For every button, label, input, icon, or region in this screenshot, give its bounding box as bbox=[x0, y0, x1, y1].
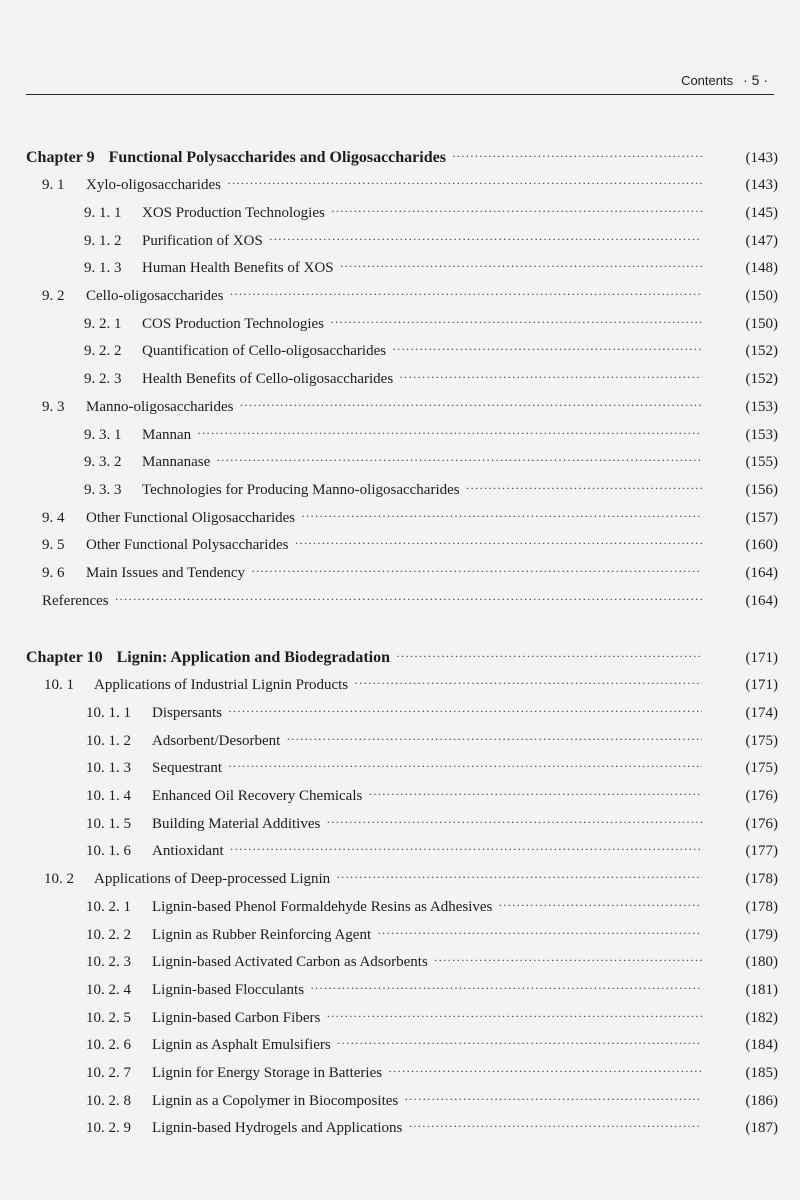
chapter-page-number: (171) bbox=[745, 649, 778, 666]
dot-leader bbox=[336, 870, 702, 885]
entry-title: COS Production Technologies bbox=[142, 315, 324, 332]
entry-number: 9. 4 bbox=[42, 509, 65, 526]
entry-number: 10. 1. 1 bbox=[86, 704, 131, 721]
entry-page-number: (155) bbox=[745, 454, 778, 471]
toc-subsection[interactable] bbox=[26, 924, 778, 946]
entry-title: Main Issues and Tendency bbox=[86, 565, 246, 581]
dot-leader bbox=[301, 509, 702, 524]
entry-title: Xylo-oligosaccharides bbox=[86, 177, 221, 194]
toc-subsection[interactable] bbox=[26, 369, 778, 391]
entry-title: Manno-oligosaccharides bbox=[86, 398, 234, 415]
dot-leader bbox=[294, 536, 702, 551]
entry-number: 10. 2. 6 bbox=[86, 1037, 131, 1054]
entry-title: Lignin as a Copolymer in Biocomposites bbox=[152, 1092, 399, 1109]
entry-title: Purification of XOS bbox=[142, 232, 263, 249]
entry-number: 9. 6 bbox=[42, 565, 65, 581]
entry-title: Applications of Deep-processed Lignin bbox=[94, 871, 331, 888]
chapter-title: Lignin: Application and Biodegradation bbox=[116, 649, 390, 666]
chapter-number: Chapter 9 bbox=[26, 149, 95, 166]
entry-title: XOS Production Technologies bbox=[142, 204, 325, 221]
dot-leader bbox=[331, 204, 702, 219]
entry-number: 9. 1. 3 bbox=[84, 260, 122, 277]
dot-leader bbox=[228, 759, 702, 774]
toc-subsection[interactable] bbox=[26, 813, 778, 835]
header-page-number: · 5 · bbox=[743, 72, 768, 88]
entry-page-number: (179) bbox=[745, 926, 778, 943]
dot-leader bbox=[326, 815, 702, 830]
dot-leader bbox=[399, 370, 702, 385]
dot-leader bbox=[251, 564, 702, 579]
entry-page-number: (175) bbox=[745, 760, 778, 777]
entry-number: 10. 1. 5 bbox=[86, 815, 131, 832]
chapter-heading[interactable] bbox=[26, 647, 778, 669]
entry-number: 10. 1. 3 bbox=[86, 760, 131, 777]
dot-leader bbox=[326, 1009, 702, 1024]
dot-leader bbox=[396, 649, 702, 664]
entry-title: Sequestrant bbox=[152, 760, 222, 777]
toc-subsection[interactable] bbox=[26, 1090, 778, 1112]
entry-title: Health Benefits of Cello-oligosaccharides bbox=[142, 371, 394, 388]
toc-subsection[interactable] bbox=[26, 424, 778, 446]
entry-number: 9. 2. 1 bbox=[84, 315, 122, 332]
dot-leader bbox=[340, 259, 702, 274]
toc-subsection[interactable] bbox=[26, 841, 778, 863]
dot-leader bbox=[408, 1119, 702, 1134]
dot-leader bbox=[239, 398, 702, 413]
entry-title: Technologies for Producing Manno-oligosaccharides bbox=[142, 481, 460, 498]
toc-subsection[interactable] bbox=[26, 313, 778, 335]
dot-leader bbox=[498, 898, 702, 913]
entry-page-number: (147) bbox=[745, 232, 778, 249]
entry-page-number: (152) bbox=[745, 343, 778, 360]
entry-page-number: (177) bbox=[745, 843, 778, 860]
dot-leader bbox=[337, 1036, 702, 1051]
entry-title: Mannanase bbox=[142, 454, 211, 471]
dot-leader bbox=[216, 453, 702, 468]
entry-page-number: (164) bbox=[745, 592, 778, 609]
toc-subsection[interactable] bbox=[26, 730, 778, 752]
dot-leader bbox=[392, 342, 702, 357]
entry-page-number: (184) bbox=[745, 1037, 778, 1054]
toc-subsection[interactable] bbox=[26, 1007, 778, 1029]
toc-subsection[interactable] bbox=[26, 786, 778, 808]
entry-title: Building Material Additives bbox=[152, 815, 321, 832]
dot-leader bbox=[434, 953, 702, 968]
chapter-heading[interactable] bbox=[26, 147, 778, 169]
dot-leader bbox=[197, 426, 702, 441]
entry-title: Lignin-based Phenol Formaldehyde Resins as Adhesives bbox=[152, 898, 493, 915]
entry-number: 10. 2. 3 bbox=[86, 954, 131, 971]
entry-title: Lignin-based Flocculants bbox=[152, 981, 305, 998]
toc-subsection[interactable] bbox=[26, 1063, 778, 1085]
entry-title: Human Health Benefits of XOS bbox=[142, 260, 334, 277]
toc-subsection[interactable] bbox=[26, 758, 778, 780]
toc-section[interactable] bbox=[26, 175, 778, 197]
entry-number: 9. 5 bbox=[42, 537, 65, 554]
entry-title: Lignin-based Carbon Fibers bbox=[152, 1009, 321, 1026]
entry-number: 10. 1 bbox=[44, 677, 74, 694]
entry-page-number: (178) bbox=[745, 871, 778, 888]
entry-title: Other Functional Polysaccharides bbox=[86, 537, 289, 554]
entry-title: Lignin as Rubber Reinforcing Agent bbox=[152, 926, 372, 943]
dot-leader bbox=[229, 287, 702, 302]
entry-page-number: (180) bbox=[745, 954, 778, 971]
dot-leader bbox=[388, 1064, 702, 1079]
entry-title: Adsorbent/Desorbent bbox=[152, 732, 281, 749]
entry-number: 9. 3. 1 bbox=[84, 426, 122, 443]
toc-subsection[interactable] bbox=[26, 452, 778, 474]
entry-title: Cello-oligosaccharides bbox=[86, 288, 224, 304]
dot-leader bbox=[354, 676, 702, 691]
dot-leader bbox=[452, 149, 702, 164]
entry-page-number: (178) bbox=[745, 898, 778, 915]
toc-section[interactable] bbox=[26, 396, 778, 418]
dot-leader bbox=[330, 315, 702, 330]
entry-title: Other Functional Oligosaccharides bbox=[86, 509, 296, 526]
toc-subsection[interactable] bbox=[26, 1118, 778, 1140]
chapter-page-number: (143) bbox=[745, 149, 778, 166]
page-header bbox=[26, 66, 774, 95]
chapter-number: Chapter 10 bbox=[26, 649, 103, 666]
entry-title: Mannan bbox=[142, 426, 192, 443]
toc-subsection[interactable] bbox=[26, 341, 778, 363]
toc-subsection[interactable] bbox=[26, 258, 778, 280]
entry-page-number: (157) bbox=[745, 509, 778, 526]
dot-leader bbox=[368, 787, 702, 802]
entry-page-number: (156) bbox=[745, 481, 778, 498]
toc-subsection[interactable] bbox=[26, 896, 778, 918]
entry-number: 9. 2. 3 bbox=[84, 371, 122, 388]
running-header bbox=[681, 72, 768, 88]
toc-subsection[interactable] bbox=[26, 202, 778, 224]
entry-page-number: (153) bbox=[745, 426, 778, 443]
header-title: Contents bbox=[681, 73, 734, 88]
dot-leader bbox=[228, 704, 702, 719]
dot-leader bbox=[227, 176, 702, 191]
entry-number: 9. 3. 3 bbox=[84, 481, 122, 498]
entry-number: 10. 2. 8 bbox=[86, 1092, 131, 1109]
entry-number: 9. 3. 2 bbox=[84, 454, 122, 471]
toc-section[interactable] bbox=[26, 507, 778, 529]
entry-page-number: (185) bbox=[745, 1065, 778, 1081]
entry-number: 10. 1. 4 bbox=[86, 788, 131, 804]
entry-number: 10. 2. 1 bbox=[86, 898, 131, 915]
entry-page-number: (181) bbox=[745, 981, 778, 998]
dot-leader bbox=[269, 232, 702, 247]
entry-page-number: (148) bbox=[745, 260, 778, 277]
entry-number: 9. 1. 2 bbox=[84, 232, 122, 249]
toc-subsection[interactable] bbox=[26, 230, 778, 252]
entry-page-number: (182) bbox=[745, 1009, 778, 1026]
entry-number: 10. 2. 4 bbox=[86, 981, 131, 998]
entry-title: Lignin as Asphalt Emulsifiers bbox=[152, 1037, 331, 1054]
entry-title: References bbox=[42, 592, 109, 609]
entry-number: 9. 2. 2 bbox=[84, 343, 122, 360]
entry-page-number: (176) bbox=[745, 815, 778, 832]
toc-subsection[interactable] bbox=[26, 1035, 778, 1057]
entry-title: Dispersants bbox=[152, 704, 222, 721]
entry-title: Quantification of Cello-oligosaccharides bbox=[142, 343, 387, 360]
entry-number: 9. 2 bbox=[42, 288, 65, 304]
dot-leader bbox=[230, 842, 702, 857]
entry-page-number: (164) bbox=[745, 565, 778, 581]
dot-leader bbox=[286, 732, 702, 747]
entry-title: Lignin-based Activated Carbon as Adsorbents bbox=[152, 954, 428, 971]
entry-number: 10. 1. 2 bbox=[86, 732, 131, 749]
entry-title: Lignin-based Hydrogels and Applications bbox=[152, 1120, 403, 1137]
toc-section[interactable] bbox=[26, 869, 778, 891]
toc-subsection[interactable] bbox=[26, 702, 778, 724]
entry-page-number: (153) bbox=[745, 398, 778, 415]
toc-section[interactable] bbox=[26, 563, 778, 585]
entry-page-number: (160) bbox=[745, 537, 778, 554]
dot-leader bbox=[310, 981, 702, 996]
entry-number: 9. 1. 1 bbox=[84, 204, 122, 221]
toc-subsection[interactable] bbox=[26, 979, 778, 1001]
toc-section[interactable] bbox=[26, 286, 778, 308]
entry-page-number: (150) bbox=[745, 315, 778, 332]
entry-number: 9. 3 bbox=[42, 398, 65, 415]
toc-subsection[interactable] bbox=[26, 479, 778, 501]
entry-title: Enhanced Oil Recovery Chemicals bbox=[152, 788, 363, 804]
toc-section[interactable] bbox=[26, 675, 778, 697]
entry-page-number: (187) bbox=[745, 1120, 778, 1137]
entry-number: 10. 2. 7 bbox=[86, 1065, 131, 1081]
dot-leader bbox=[115, 592, 702, 607]
entry-page-number: (171) bbox=[745, 677, 778, 694]
chapter-title: Functional Polysaccharides and Oligosaccharides bbox=[108, 149, 446, 166]
entry-page-number: (152) bbox=[745, 371, 778, 388]
toc-section[interactable] bbox=[26, 535, 778, 557]
entry-page-number: (186) bbox=[745, 1092, 778, 1109]
entry-number: 10. 2. 2 bbox=[86, 926, 131, 943]
dot-leader bbox=[404, 1092, 702, 1107]
dot-leader bbox=[466, 481, 702, 496]
entry-number: 9. 1 bbox=[42, 177, 65, 194]
entry-page-number: (145) bbox=[745, 204, 778, 221]
entry-number: 10. 1. 6 bbox=[86, 843, 131, 860]
entry-title: Lignin for Energy Storage in Batteries bbox=[152, 1065, 383, 1081]
references-entry[interactable] bbox=[26, 590, 778, 612]
entry-page-number: (150) bbox=[745, 288, 778, 304]
entry-title: Applications of Industrial Lignin Products bbox=[94, 677, 349, 694]
entry-title: Antioxidant bbox=[152, 843, 224, 860]
dot-leader bbox=[377, 926, 702, 941]
entry-page-number: (175) bbox=[745, 732, 778, 749]
entry-page-number: (176) bbox=[745, 788, 778, 804]
entry-number: 10. 2. 5 bbox=[86, 1009, 131, 1026]
entry-page-number: (143) bbox=[745, 177, 778, 194]
entry-page-number: (174) bbox=[745, 704, 778, 721]
entry-number: 10. 2. 9 bbox=[86, 1120, 131, 1137]
toc-subsection[interactable] bbox=[26, 952, 778, 974]
entry-number: 10. 2 bbox=[44, 871, 74, 888]
